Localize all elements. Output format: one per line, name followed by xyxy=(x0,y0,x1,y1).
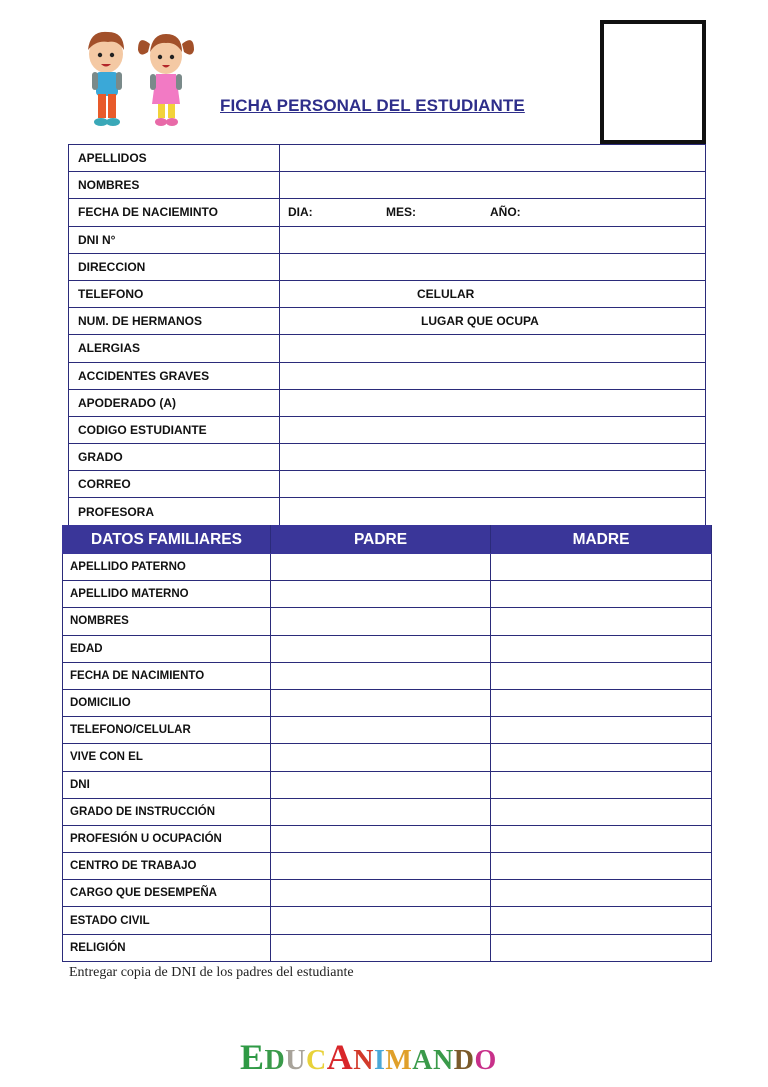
student-data-table xyxy=(68,144,706,526)
field-input[interactable] xyxy=(280,199,706,226)
madre-input[interactable] xyxy=(491,662,712,689)
logo-letter: O xyxy=(474,1045,497,1076)
field-input[interactable] xyxy=(280,172,706,199)
padre-input[interactable] xyxy=(271,771,491,798)
field-input[interactable] xyxy=(280,335,706,362)
family-field-label: ESTADO CIVIL xyxy=(63,907,271,934)
logo-letter: M xyxy=(385,1045,413,1076)
table-row xyxy=(63,581,712,608)
table-row xyxy=(63,717,712,744)
madre-input[interactable] xyxy=(491,608,712,635)
family-field-label: CENTRO DE TRABAJO xyxy=(63,853,271,880)
field-label: ALERGIAS xyxy=(69,335,280,362)
field-label: DNI N° xyxy=(69,226,280,253)
table-row xyxy=(69,280,706,307)
madre-input[interactable] xyxy=(491,744,712,771)
inline-field-label: LUGAR QUE OCUPA xyxy=(421,314,539,329)
table-row xyxy=(69,226,706,253)
table-row xyxy=(69,416,706,443)
padre-input[interactable] xyxy=(271,880,491,907)
page-title: FICHA PERSONAL DEL ESTUDIANTE xyxy=(220,96,525,115)
field-input[interactable] xyxy=(280,253,706,280)
field-label: APELLIDOS xyxy=(69,145,280,172)
table-row xyxy=(69,335,706,362)
table-row xyxy=(63,744,712,771)
padre-input[interactable] xyxy=(271,825,491,852)
field-input[interactable] xyxy=(280,416,706,443)
padre-input[interactable] xyxy=(271,608,491,635)
table-row xyxy=(69,253,706,280)
padre-input[interactable] xyxy=(271,635,491,662)
date-subfield-label: MES: xyxy=(386,205,416,220)
family-field-label: FECHA DE NACIMIENTO xyxy=(63,662,271,689)
logo-letter: I xyxy=(373,1045,386,1076)
logo-letter: D xyxy=(264,1045,286,1076)
logo-letter: U xyxy=(285,1045,306,1076)
field-label: FECHA DE NACIEMINTO xyxy=(69,199,280,226)
field-input[interactable] xyxy=(280,362,706,389)
logo-letter: N xyxy=(433,1045,454,1076)
madre-input[interactable] xyxy=(491,771,712,798)
family-field-label: CARGO QUE DESEMPEÑA xyxy=(63,880,271,907)
table-row xyxy=(69,145,706,172)
field-label: NUM. DE HERMANOS xyxy=(69,308,280,335)
family-field-label: VIVE CON EL xyxy=(63,744,271,771)
table-row xyxy=(63,934,712,961)
table-row xyxy=(63,771,712,798)
family-field-label: RELIGIÓN xyxy=(63,934,271,961)
padre-input[interactable] xyxy=(271,717,491,744)
table-row xyxy=(63,635,712,662)
boy-icon xyxy=(88,32,124,126)
table-row xyxy=(69,471,706,498)
field-label: PROFESORA xyxy=(69,498,280,525)
padre-input[interactable] xyxy=(271,744,491,771)
padre-input[interactable] xyxy=(271,934,491,961)
field-label: GRADO xyxy=(69,444,280,471)
field-label: CORREO xyxy=(69,471,280,498)
table-row xyxy=(69,199,706,226)
madre-input[interactable] xyxy=(491,554,712,581)
madre-input[interactable] xyxy=(491,798,712,825)
family-field-label: TELEFONO/CELULAR xyxy=(63,717,271,744)
madre-input[interactable] xyxy=(491,907,712,934)
madre-input[interactable] xyxy=(491,853,712,880)
family-table-header xyxy=(63,526,712,554)
table-row xyxy=(63,662,712,689)
header-madre: MADRE xyxy=(491,526,712,554)
field-input[interactable] xyxy=(280,308,706,335)
logo-letter: E xyxy=(240,1037,265,1077)
girl-icon xyxy=(138,34,194,126)
field-label: DIRECCION xyxy=(69,253,280,280)
table-row xyxy=(69,498,706,525)
field-input[interactable] xyxy=(280,280,706,307)
field-input[interactable] xyxy=(280,145,706,172)
table-row xyxy=(63,825,712,852)
madre-input[interactable] xyxy=(491,717,712,744)
logo-letter: C xyxy=(305,1045,327,1076)
padre-input[interactable] xyxy=(271,554,491,581)
table-row xyxy=(69,172,706,199)
padre-input[interactable] xyxy=(271,798,491,825)
logo-letter: D xyxy=(453,1045,475,1076)
table-row xyxy=(63,853,712,880)
family-field-label: PROFESIÓN U OCUPACIÓN xyxy=(63,825,271,852)
header-padre: PADRE xyxy=(271,526,491,554)
date-subfield-label: DIA: xyxy=(288,205,313,220)
field-label: TELEFONO xyxy=(69,280,280,307)
madre-input[interactable] xyxy=(491,934,712,961)
footer-note: Entregar copia de DNI de los padres del estudiante xyxy=(69,965,354,980)
table-row xyxy=(69,389,706,416)
header-datos-familiares: DATOS FAMILIARES xyxy=(63,526,271,554)
field-input[interactable] xyxy=(280,498,706,525)
madre-input[interactable] xyxy=(491,581,712,608)
photo-box xyxy=(600,20,706,144)
field-input[interactable] xyxy=(280,389,706,416)
field-input[interactable] xyxy=(280,471,706,498)
table-row xyxy=(69,308,706,335)
educanimando-logo xyxy=(240,1036,497,1078)
madre-input[interactable] xyxy=(491,880,712,907)
table-row xyxy=(69,362,706,389)
field-label: NOMBRES xyxy=(69,172,280,199)
family-field-label: APELLIDO PATERNO xyxy=(63,554,271,581)
family-field-label: EDAD xyxy=(63,635,271,662)
padre-input[interactable] xyxy=(271,853,491,880)
family-field-label: NOMBRES xyxy=(63,608,271,635)
family-field-label: APELLIDO MATERNO xyxy=(63,581,271,608)
field-label: CODIGO ESTUDIANTE xyxy=(69,416,280,443)
table-row xyxy=(63,554,712,581)
table-row xyxy=(63,689,712,716)
table-row xyxy=(63,798,712,825)
madre-input[interactable] xyxy=(491,689,712,716)
family-field-label: GRADO DE INSTRUCCIÓN xyxy=(63,798,271,825)
madre-input[interactable] xyxy=(491,635,712,662)
table-row xyxy=(63,880,712,907)
padre-input[interactable] xyxy=(271,689,491,716)
family-field-label: DOMICILIO xyxy=(63,689,271,716)
logo-letter: N xyxy=(353,1045,374,1076)
date-subfield-label: AÑO: xyxy=(490,205,521,220)
field-label: APODERADO (A) xyxy=(69,389,280,416)
madre-input[interactable] xyxy=(491,825,712,852)
padre-input[interactable] xyxy=(271,907,491,934)
students-illustration xyxy=(78,28,202,132)
boy-girl-icon xyxy=(78,28,202,132)
table-row xyxy=(63,907,712,934)
padre-input[interactable] xyxy=(271,662,491,689)
logo-letter: A xyxy=(412,1045,434,1076)
inline-field-label: CELULAR xyxy=(417,287,475,302)
field-input[interactable] xyxy=(280,226,706,253)
family-data-table xyxy=(62,525,712,962)
family-field-label: DNI xyxy=(63,771,271,798)
field-input[interactable] xyxy=(280,444,706,471)
table-row xyxy=(63,608,712,635)
padre-input[interactable] xyxy=(271,581,491,608)
field-label: ACCIDENTES GRAVES xyxy=(69,362,280,389)
table-row xyxy=(69,444,706,471)
logo-letter: A xyxy=(326,1037,354,1077)
